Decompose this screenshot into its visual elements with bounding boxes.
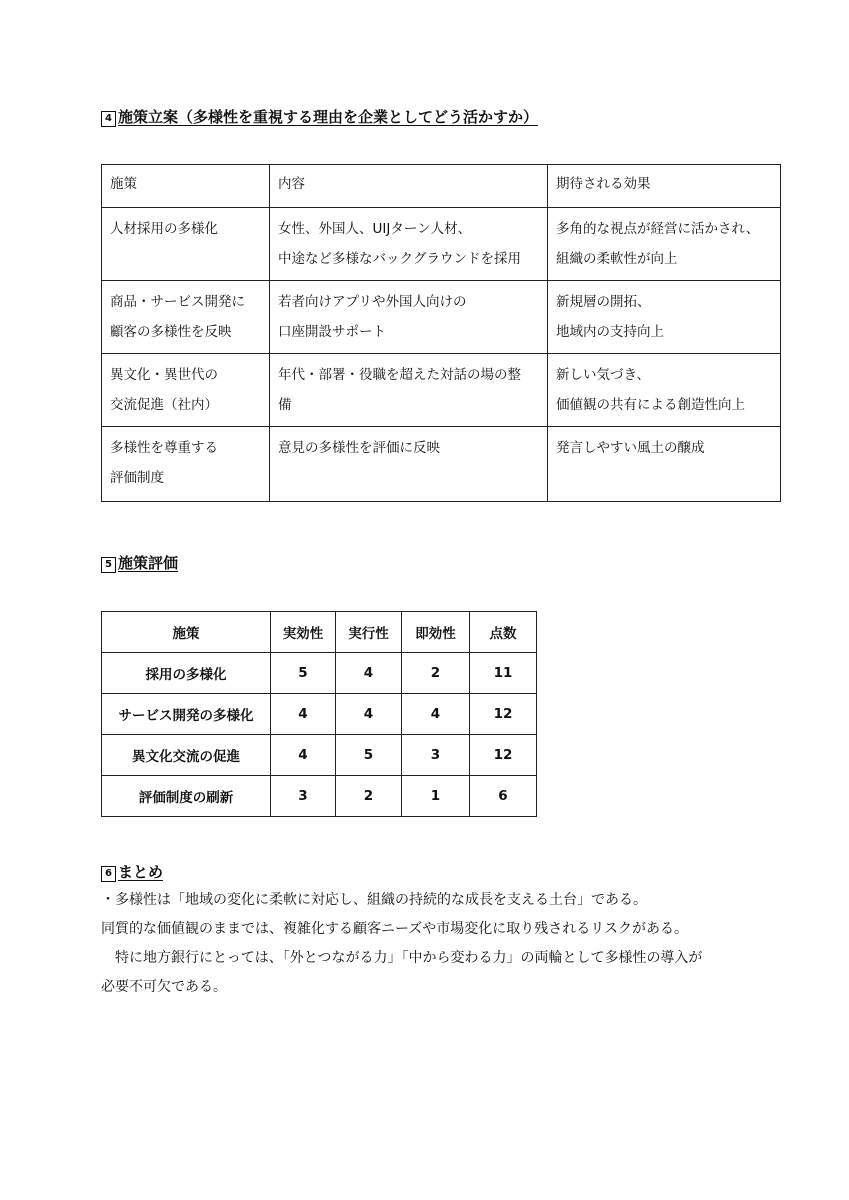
section-5-title: 施策評価 [118, 554, 179, 572]
section-4-number: 4 [101, 111, 116, 127]
eval-cell-measure: 評価制度の刷新 [102, 776, 271, 817]
summary-line: 特に地方銀行にとっては、「外とつながる力」「中から変わる力」の両輪として多様性の導入が [101, 950, 703, 966]
eval-cell-value: 2 [402, 653, 470, 694]
plan-table-header-row [102, 165, 781, 208]
eval-cell-score: 12 [470, 694, 537, 735]
plan-cell-content: 年代・部署・役職を超えた対話の場の整 備 [270, 354, 548, 427]
summary-line: 必要不可欠である。 [101, 979, 227, 995]
eval-cell-value: 4 [402, 694, 470, 735]
eval-cell-value: 4 [336, 653, 402, 694]
table-row [102, 281, 781, 354]
table-row [102, 208, 781, 281]
plan-cell-effect: 新しい気づき、 価値観の共有による創造性向上 [548, 354, 781, 427]
table-row [102, 354, 781, 427]
plan-cell-measure: 多様性を尊重する 評価制度 [102, 427, 270, 502]
table-row [102, 653, 537, 694]
eval-cell-value: 4 [271, 735, 336, 776]
eval-cell-score: 12 [470, 735, 537, 776]
eval-header-score: 点数 [470, 612, 537, 653]
section-5-number: 5 [101, 557, 116, 573]
summary-line: 同質的な価値観のままでは、複雑化する顧客ニーズや市場変化に取り残されるリスクがある。 [101, 921, 689, 937]
eval-table [101, 611, 537, 817]
plan-cell-measure: 商品・サービス開発に 顧客の多様性を反映 [102, 281, 270, 354]
eval-cell-value: 4 [336, 694, 402, 735]
plan-cell-content: 女性、外国人、UIJターン人材、 中途など多様なバックグラウンドを採用 [270, 208, 548, 281]
eval-cell-measure: サービス開発の多様化 [102, 694, 271, 735]
plan-cell-measure: 人材採用の多様化 [102, 208, 270, 281]
eval-cell-value: 5 [336, 735, 402, 776]
eval-cell-value: 3 [402, 735, 470, 776]
section-6-number: 6 [101, 866, 116, 882]
plan-table [101, 164, 781, 502]
summary-line: ・多様性は「地域の変化に柔軟に対応し、組織の持続的な成長を支える土台」である。 [101, 892, 647, 908]
eval-table-header-row [102, 612, 537, 653]
section-6-title: まとめ [118, 863, 164, 881]
plan-cell-measure: 異文化・異世代の 交流促進（社内） [102, 354, 270, 427]
plan-header-content: 内容 [270, 165, 548, 208]
eval-header-measure: 施策 [102, 612, 271, 653]
plan-header-effect: 期待される効果 [548, 165, 781, 208]
section-6-heading [101, 862, 163, 882]
eval-cell-score: 6 [470, 776, 537, 817]
eval-header-immediacy: 即効性 [402, 612, 470, 653]
eval-cell-value: 2 [336, 776, 402, 817]
section-4-title: 施策立案（多様性を重視する理由を企業としてどう活かすか） [118, 108, 539, 126]
eval-header-feasibility: 実行性 [336, 612, 402, 653]
plan-cell-effect: 新規層の開拓、 地域内の支持向上 [548, 281, 781, 354]
plan-cell-effect: 発言しやすい風土の醸成 [548, 427, 781, 502]
table-row [102, 427, 781, 502]
table-row [102, 735, 537, 776]
summary-text [101, 886, 761, 1002]
eval-cell-score: 11 [470, 653, 537, 694]
eval-header-effectiveness: 実効性 [271, 612, 336, 653]
plan-cell-content: 若者向けアプリや外国人向けの 口座開設サポート [270, 281, 548, 354]
table-row [102, 694, 537, 735]
section-5-heading [101, 553, 178, 573]
table-row [102, 776, 537, 817]
plan-cell-effect: 多角的な視点が経営に活かされ、 組織の柔軟性が向上 [548, 208, 781, 281]
eval-cell-value: 3 [271, 776, 336, 817]
eval-cell-value: 4 [271, 694, 336, 735]
section-4-heading [101, 107, 538, 127]
plan-cell-content: 意見の多様性を評価に反映 [270, 427, 548, 502]
eval-cell-value: 1 [402, 776, 470, 817]
eval-cell-value: 5 [271, 653, 336, 694]
plan-header-measure: 施策 [102, 165, 270, 208]
eval-cell-measure: 異文化交流の促進 [102, 735, 271, 776]
eval-cell-measure: 採用の多様化 [102, 653, 271, 694]
